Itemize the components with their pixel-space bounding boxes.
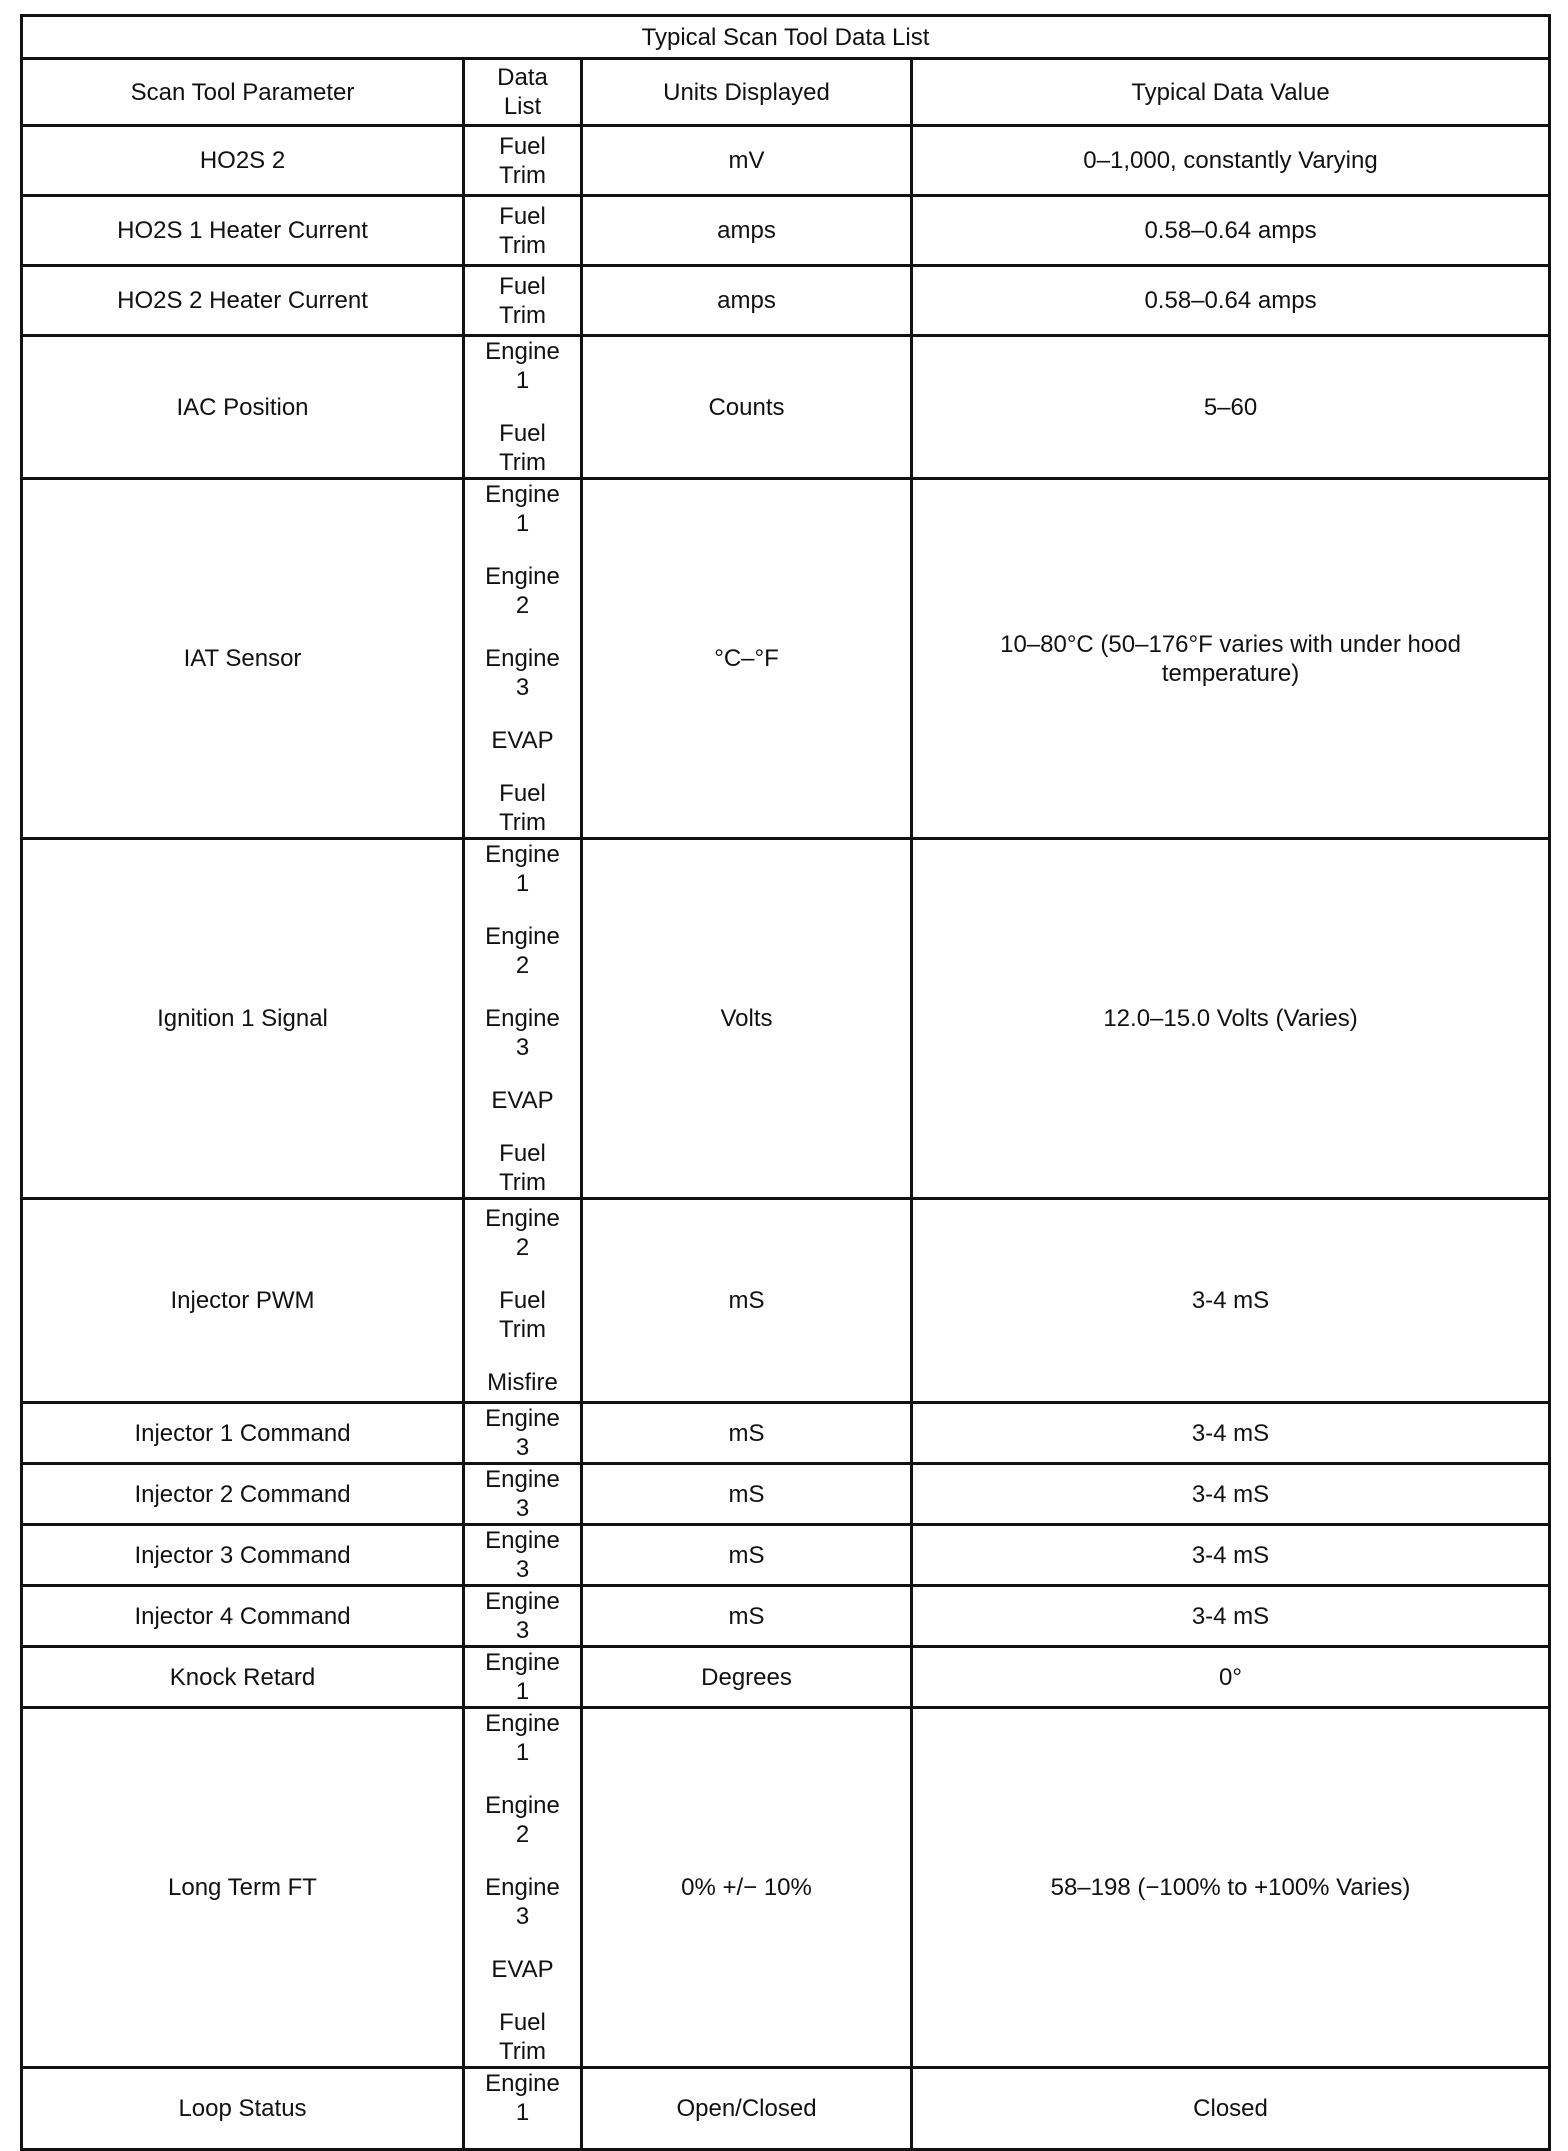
cell-data-list: [464, 2068, 582, 2150]
cell-data-list: [464, 1403, 582, 1464]
cell-data-list: [464, 126, 582, 196]
column-header-parameter: Scan Tool Parameter: [22, 59, 464, 126]
value-text: 5–60: [1203, 393, 1258, 421]
data-list-item: EVAP: [491, 727, 554, 754]
cell-value: [912, 1586, 1550, 1647]
cell-parameter: IAC Position: [22, 336, 464, 479]
table-row: [22, 1464, 1550, 1525]
table-title-row: [22, 16, 1550, 59]
cell-data-list: [464, 1708, 582, 2068]
data-list-item: Engine 3: [485, 645, 560, 701]
cell-units: 0% +/− 10%: [582, 1708, 912, 2068]
cell-value: [912, 1199, 1550, 1403]
cell-value: [912, 479, 1550, 839]
data-list-item: Fuel Trim: [498, 202, 547, 259]
cell-units: mS: [582, 1525, 912, 1586]
data-list-item: Engine 2: [485, 923, 560, 979]
table-title: Typical Scan Tool Data List: [22, 16, 1550, 59]
cell-value: [912, 2068, 1550, 2150]
value-text: 3-4 mS: [1191, 1480, 1270, 1508]
cell-units: mS: [582, 1403, 912, 1464]
data-list-item: Engine 2: [485, 1205, 560, 1261]
data-list-item: Fuel Trim: [498, 132, 547, 189]
value-text: 3-4 mS: [1191, 1419, 1270, 1447]
data-list-item: Engine 1: [485, 1649, 560, 1705]
table-row: [22, 1199, 1550, 1403]
data-list-item: Engine 1: [485, 338, 560, 394]
table-row: [22, 1647, 1550, 1708]
table-row: [22, 126, 1550, 196]
column-header-data-list: Data List: [464, 59, 582, 126]
cell-value: [912, 126, 1550, 196]
cell-parameter: HO2S 1 Heater Current: [22, 196, 464, 266]
cell-data-list: [464, 1586, 582, 1647]
table-row: [22, 479, 1550, 839]
cell-data-list: [464, 1647, 582, 1708]
cell-parameter: Long Term FT: [22, 1708, 464, 2068]
data-list-item: Fuel Trim: [498, 780, 547, 836]
cell-value: [912, 196, 1550, 266]
cell-units: mS: [582, 1464, 912, 1525]
cell-data-list: [464, 839, 582, 1199]
data-list-item: Engine 1: [485, 841, 560, 897]
cell-data-list: [464, 336, 582, 479]
cell-data-list: [464, 266, 582, 336]
data-list-item: Engine 1: [485, 1710, 560, 1766]
value-text: 0.58–0.64 amps: [1144, 217, 1317, 244]
data-list-item: Fuel Trim: [498, 1140, 547, 1196]
data-list-item: Fuel Trim: [498, 2009, 547, 2065]
data-list-item: Fuel Trim: [498, 420, 547, 476]
data-list-item: Fuel Trim: [498, 272, 547, 329]
value-text: 0.58–0.64 amps: [1144, 287, 1317, 314]
table-row: [22, 839, 1550, 1199]
cell-value: [912, 1647, 1550, 1708]
data-list-item: Engine 3: [485, 1874, 560, 1930]
cell-units: mS: [582, 1586, 912, 1647]
cell-value: [912, 336, 1550, 479]
cell-units: mS: [582, 1199, 912, 1403]
table-row: [22, 2068, 1550, 2150]
cell-value: [912, 1464, 1550, 1525]
data-list-item: Fuel Trim: [498, 1287, 547, 1343]
cell-units: Open/Closed: [582, 2068, 912, 2150]
cell-value: [912, 839, 1550, 1199]
cell-parameter: HO2S 2: [22, 126, 464, 196]
cell-data-list: [464, 1199, 582, 1403]
table-row: [22, 1403, 1550, 1464]
cell-parameter: Injector 2 Command: [22, 1464, 464, 1525]
cell-units: Degrees: [582, 1647, 912, 1708]
value-text: 58–198 (−100% to +100% Varies): [1050, 1874, 1411, 1901]
data-list-item: Engine 1: [485, 2070, 560, 2126]
cell-units: Counts: [582, 336, 912, 479]
table-row: [22, 266, 1550, 336]
cell-value: [912, 1708, 1550, 2068]
data-list-item: Engine 3: [485, 1405, 560, 1461]
cell-units: amps: [582, 196, 912, 266]
data-list-item: EVAP: [491, 1956, 554, 1983]
cell-data-list: [464, 196, 582, 266]
cell-units: amps: [582, 266, 912, 336]
cell-value: [912, 1525, 1550, 1586]
table-row: [22, 336, 1550, 479]
value-text: 0–1,000, constantly Varying: [1083, 147, 1378, 174]
data-list-item: Engine 3: [485, 1005, 560, 1061]
value-text: 3-4 mS: [1191, 1541, 1270, 1569]
table-row: [22, 1708, 1550, 2068]
cell-data-list: [464, 479, 582, 839]
scan-tool-data-table: [20, 14, 1551, 2151]
value-text: 3-4 mS: [1191, 1287, 1270, 1314]
cell-units: mV: [582, 126, 912, 196]
cell-parameter: HO2S 2 Heater Current: [22, 266, 464, 336]
value-text: 10–80°C (50–176°F varies with under hood temperature): [1000, 630, 1461, 687]
data-list-item: Engine 3: [485, 1588, 560, 1644]
cell-value: [912, 266, 1550, 336]
table-header-row: [22, 59, 1550, 126]
data-list-item: Engine 1: [485, 481, 560, 537]
column-header-units: Units Displayed: [582, 59, 912, 126]
cell-units: °C–°F: [582, 479, 912, 839]
data-list-item: Engine 2: [485, 1792, 560, 1848]
column-header-value: Typical Data Value: [912, 59, 1550, 126]
table-row: [22, 1586, 1550, 1647]
cell-parameter: Ignition 1 Signal: [22, 839, 464, 1199]
cell-parameter: Injector 4 Command: [22, 1586, 464, 1647]
cell-parameter: Injector PWM: [22, 1199, 464, 1403]
cell-data-list: [464, 1464, 582, 1525]
data-list-item: Engine 3: [485, 1527, 560, 1583]
table-body: [22, 126, 1550, 2150]
value-text: 3-4 mS: [1191, 1602, 1270, 1630]
data-list-item: Engine 3: [485, 1466, 560, 1522]
data-list-item: Engine 2: [485, 563, 560, 619]
cell-parameter: Injector 3 Command: [22, 1525, 464, 1586]
value-text: Closed: [1193, 2095, 1268, 2122]
data-list-item: Misfire: [487, 1369, 558, 1396]
cell-parameter: Injector 1 Command: [22, 1403, 464, 1464]
value-text: 0°: [1219, 1663, 1242, 1691]
data-list-item: EVAP: [491, 1087, 554, 1114]
table-row: [22, 1525, 1550, 1586]
cell-data-list: [464, 1525, 582, 1586]
cell-units: Volts: [582, 839, 912, 1199]
cell-parameter: Knock Retard: [22, 1647, 464, 1708]
table-row: [22, 196, 1550, 266]
cell-parameter: Loop Status: [22, 2068, 464, 2150]
value-text: 12.0–15.0 Volts (Varies): [1103, 1005, 1358, 1032]
cell-value: [912, 1403, 1550, 1464]
cell-parameter: IAT Sensor: [22, 479, 464, 839]
